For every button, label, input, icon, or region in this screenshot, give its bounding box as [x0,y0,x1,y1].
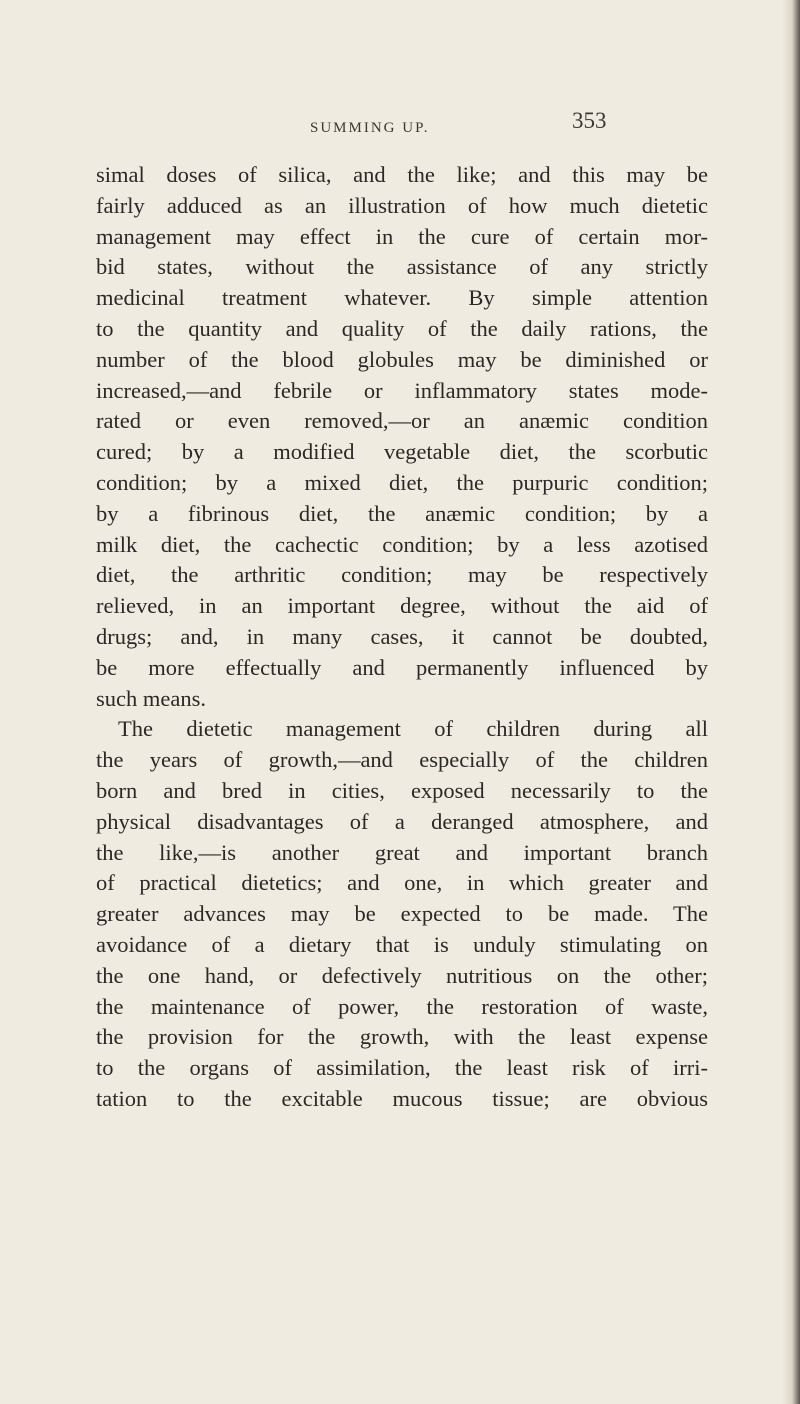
text-line: such means. [96,685,206,711]
text-line: bid states, without the assistance of any strictly [96,254,708,280]
text-line: greater advances may be expected to be made. The [96,901,708,927]
text-line: fairly adduced as an illustration of how much dietetic [96,192,708,218]
text-line: rated or even removed,—or an anæmic condition [96,408,708,434]
text-line: increased,—and febrile or inflammatory states mode- [96,377,708,403]
text-line: medicinal treatment whatever. By simple attention [96,285,708,311]
page-edge-shadow [782,0,800,1404]
text-line: tation to the excitable mucous tissue; are obvious [96,1085,708,1111]
text-line: be more effectually and permanently influenced by [96,654,708,680]
text-line: the maintenance of power, the restoration of waste, [96,993,708,1019]
text-line: physical disadvantages of a deranged atmosphere, and [96,808,708,834]
text-line: the one hand, or defectively nutritious on the other; [96,962,708,988]
text-line: diet, the arthritic condition; may be respectively [96,562,708,588]
page-number: 353 [572,108,607,133]
text-line: of practical dietetics; and one, in which greater and [96,870,708,896]
text-line: the provision for the growth, with the least expense [96,1024,708,1050]
text-line: number of the blood globules may be diminished or [96,346,708,372]
text-line: avoidance of a dietary that is unduly stimulating on [96,931,708,957]
running-title: SUMMING UP. [310,120,430,136]
text-line: relieved, in an important degree, without the aid of [96,593,708,619]
text-line: simal doses of silica, and the like; and this may be [96,162,708,187]
page-header [250,108,750,146]
text-line: drugs; and, in many cases, it cannot be doubted, [96,623,708,649]
text-line: by a fibrinous diet, the anæmic condition; by a [96,500,708,526]
text-line: to the organs of assimilation, the least risk of irri- [96,1055,708,1081]
text-line: the like,—is another great and important branch [96,839,708,865]
text-line: to the quantity and quality of the daily rations, the [96,315,708,341]
text-line: management may effect in the cure of certain mor- [96,223,708,249]
text-line: the years of growth,—and especially of the children [96,747,708,773]
paragraph-start-line: The dietetic management of children during all [118,716,708,742]
text-line: condition; by a mixed diet, the purpuric condition; [96,469,708,495]
body-text [96,160,708,1115]
text-line: milk diet, the cachectic condition; by a less azotised [96,531,708,557]
text-line: cured; by a modified vegetable diet, the scorbutic [96,439,708,465]
text-line: born and bred in cities, exposed necessarily to the [96,777,708,803]
